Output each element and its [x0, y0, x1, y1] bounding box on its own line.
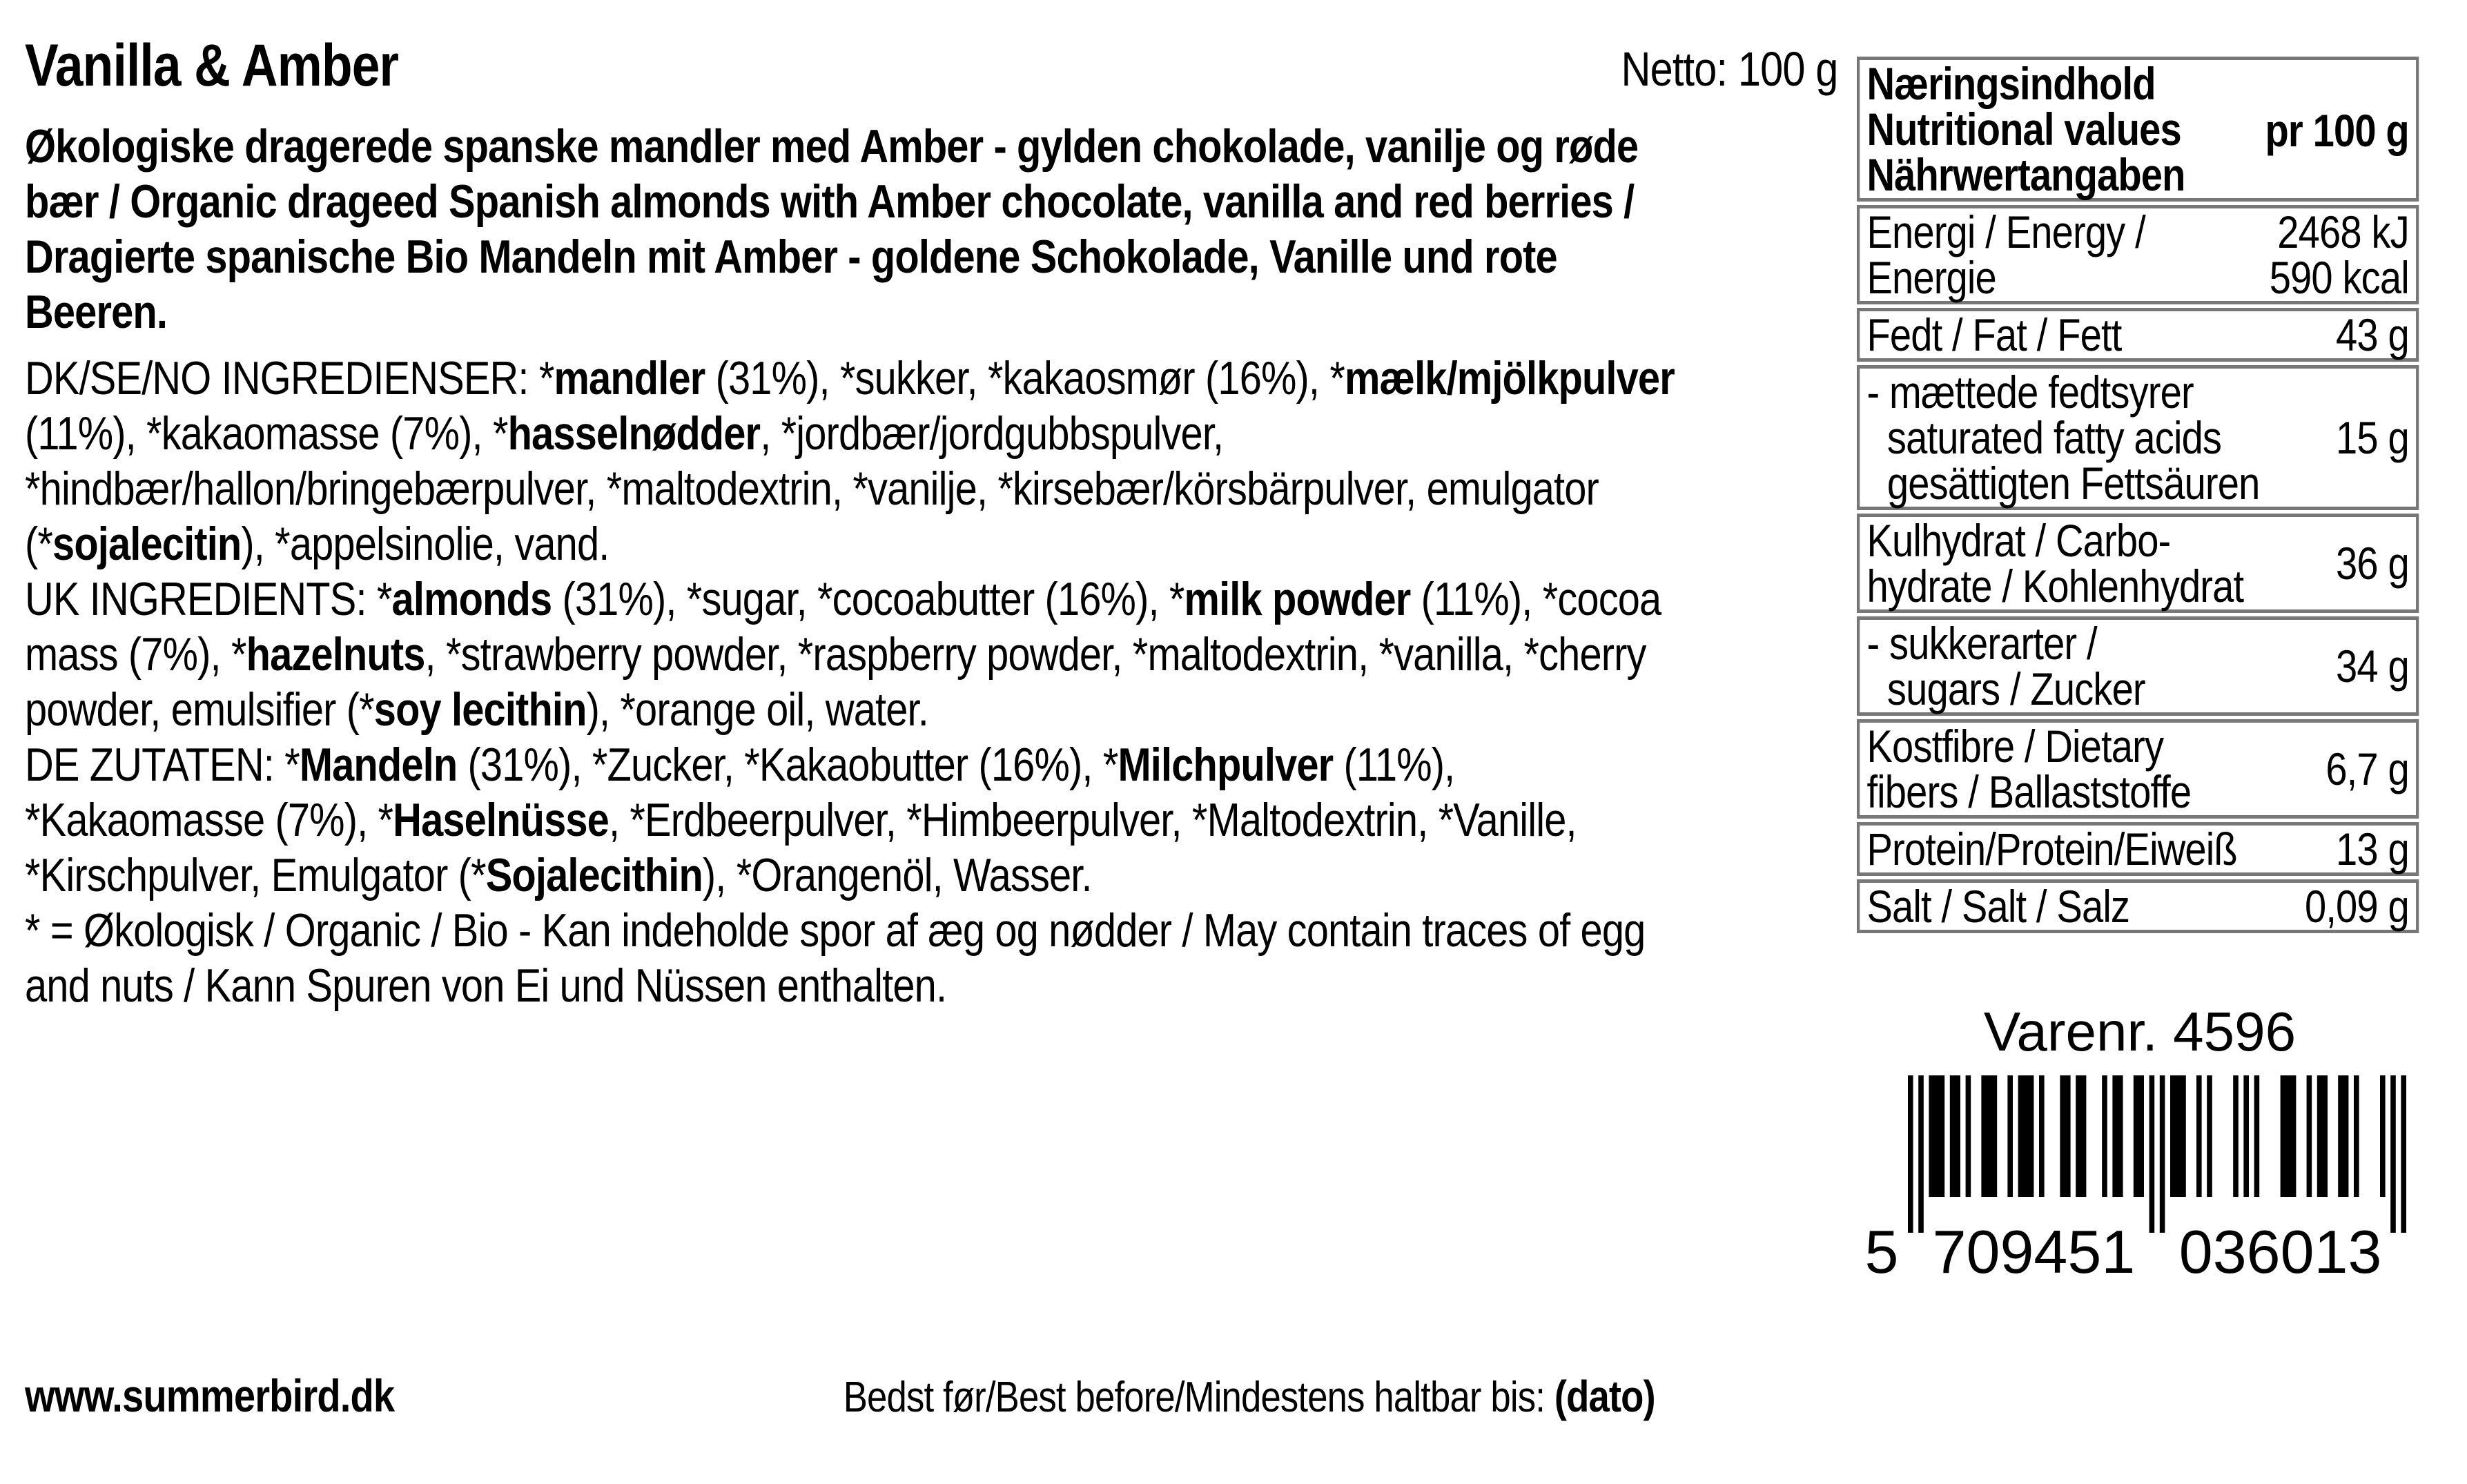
text-line: 34 g — [2336, 641, 2409, 692]
text-line: * = Økologisk / Organic / Bio - Kan indeholde spor af æg og nødder / May contain traces of egg — [25, 904, 1646, 957]
best-before-label: Bedst før/Best before/Mindestens haltbar bis: — [843, 1374, 1554, 1421]
footer — [25, 1365, 1844, 1441]
nutrition-row-salt — [1857, 879, 2419, 933]
nutrient-name — [1866, 367, 2260, 509]
text-line: 590 kcal — [2269, 252, 2409, 303]
text-line: Kulhydrat / Carbo- — [1866, 515, 2171, 566]
text-line: sugars / Zucker — [1866, 663, 2145, 714]
nutrient-name — [1866, 206, 2145, 303]
text-line: 36 g — [2336, 538, 2409, 589]
text-line: gesättigten Fettsäuren — [1866, 458, 2260, 509]
nutrition-row-saturated-fat — [1857, 365, 2419, 510]
barcode-block — [1864, 999, 2416, 1282]
nutrient-name — [1866, 309, 2122, 360]
text-line: 2468 kJ — [2277, 206, 2409, 257]
nutrition-row-sugars — [1857, 616, 2419, 716]
text-line: Protein/Protein/Eiweiß — [1866, 823, 2237, 875]
text-line: Nährwertangaben — [1866, 149, 2185, 200]
label-text-column — [25, 32, 1838, 1013]
text-line: - mættede fedtsyrer — [1866, 367, 2194, 418]
text-line: powder, emulsifier (*soy lecithin), *orange oil, water. — [25, 683, 928, 736]
nutrition-table — [1857, 57, 2419, 937]
text-line: Kostfibre / Dietary — [1866, 721, 2164, 772]
text-line: *hindbær/hallon/bringebærpulver, *maltodextrin, *vanilje, *kirsebær/körsbärpulver, emulgator — [25, 462, 1599, 515]
text-line: DE ZUTATEN: *Mandeln (31%), *Zucker, *Kakaobutter (16%), *Milchpulver (11%), — [25, 739, 1455, 791]
text-line: Nutritional values — [1866, 104, 2181, 155]
nutrient-value — [2336, 641, 2409, 692]
text-line: hydrate / Kohlenhydrat — [1866, 560, 2244, 612]
text-line: DK/SE/NO INGREDIENSER: *mandler (31%), *sukker, *kakaosmør (16%), *mælk/mjölkpulver — [25, 352, 1675, 404]
svg-text:5: 5 — [1864, 1218, 1899, 1282]
nutrient-name — [1866, 881, 2130, 932]
text-line: Næringsindhold — [1866, 58, 2156, 109]
nutrient-value — [2336, 538, 2409, 589]
nutrition-row-carbohydrate — [1857, 514, 2419, 613]
nutrition-row-fibre — [1857, 719, 2419, 819]
nutrient-value — [2269, 206, 2409, 303]
text-line: 13 g — [2336, 823, 2409, 875]
ingredients-dk — [25, 351, 1838, 572]
text-line: bær / Organic drageed Spanish almonds with Amber chocolate, vanilla and red berries / — [25, 175, 1635, 228]
nutrient-name — [1866, 721, 2192, 817]
nutrition-row-energy — [1857, 205, 2419, 304]
nutrient-value — [2336, 823, 2409, 875]
nutrient-value — [2304, 881, 2409, 932]
product-name: Vanilla & Amber — [25, 32, 399, 99]
text-line: 0,09 g — [2304, 881, 2409, 932]
nutrient-value — [2336, 309, 2409, 360]
text-line: UK INGREDIENTS: *almonds (31%), *sugar, *cocoabutter (16%), *milk powder (11%), *cocoa — [25, 573, 1661, 625]
ingredients-de — [25, 737, 1838, 903]
nutrition-table-header — [1857, 57, 2419, 202]
text-line: Energie — [1866, 252, 1996, 303]
text-line: (*sojalecitin), *appelsinolie, vand. — [25, 518, 610, 570]
text-line: *Kirschpulver, Emulgator (*Sojalecithin), *Orangenöl, Wasser. — [25, 849, 1092, 901]
nutrition-table-title — [1866, 58, 2185, 200]
nutrition-row-protein — [1857, 822, 2419, 876]
text-line: Salt / Salt / Salz — [1866, 881, 2130, 932]
text-line: Dragierte spanische Bio Mandeln mit Amber - goldene Schokolade, Vanille und rote — [25, 231, 1557, 283]
text-line: Økologiske dragerede spanske mandler med Amber - gylden chokolade, vanilje og røde — [25, 120, 1639, 173]
text-line: mass (7%), *hazelnuts, *strawberry powder, *raspberry powder, *maltodextrin, *vanilla, *cherry — [25, 628, 1646, 681]
nutrient-name — [1866, 618, 2145, 714]
text-line: (11%), *kakaomasse (7%), *hasselnødder, *jordbær/jordgubbspulver, — [25, 407, 1224, 460]
text-line: 6,7 g — [2325, 743, 2409, 794]
text-line: saturated fatty acids — [1866, 412, 2222, 463]
text-line: Fedt / Fat / Fett — [1866, 309, 2122, 360]
text-line: 15 g — [2336, 412, 2409, 463]
nutrient-value — [2325, 743, 2409, 794]
net-weight: Netto: 100 g — [1621, 42, 1838, 96]
ingredients-uk — [25, 572, 1838, 737]
best-before-date-placeholder: (dato) — [1554, 1371, 1655, 1421]
best-before-line — [844, 1371, 1655, 1422]
product-number: Varenr. 4596 — [1983, 1001, 2297, 1062]
nutrition-row-fat — [1857, 308, 2419, 362]
text-line: Beeren. — [25, 286, 168, 338]
website-url: www.summerbird.dk — [25, 1370, 395, 1421]
nutrient-value — [2336, 412, 2409, 463]
text-line: *Kakaomasse (7%), *Haselnüsse, *Erdbeerpulver, *Himbeerpulver, *Maltodextrin, *Vanille, — [25, 794, 1577, 846]
title-row — [25, 32, 1838, 105]
svg-text:036013: 036013 — [2178, 1218, 2382, 1282]
organic-allergen-note — [25, 903, 1838, 1013]
text-line: - sukkerarter / — [1866, 618, 2097, 669]
nutrition-per-label: pr 100 g — [2265, 105, 2409, 156]
text-line: and nuts / Kann Spuren von Ei und Nüssen enthalten. — [25, 959, 947, 1012]
nutrient-name — [1866, 823, 2237, 875]
ean13-barcode — [1864, 1068, 2416, 1282]
text-line: Energi / Energy / — [1866, 206, 2145, 257]
product-description — [25, 119, 1838, 340]
nutrient-name — [1866, 515, 2244, 612]
text-line: fibers / Ballaststoffe — [1866, 766, 2192, 817]
text-line: 43 g — [2336, 309, 2409, 360]
svg-text:709451: 709451 — [1932, 1218, 2136, 1282]
